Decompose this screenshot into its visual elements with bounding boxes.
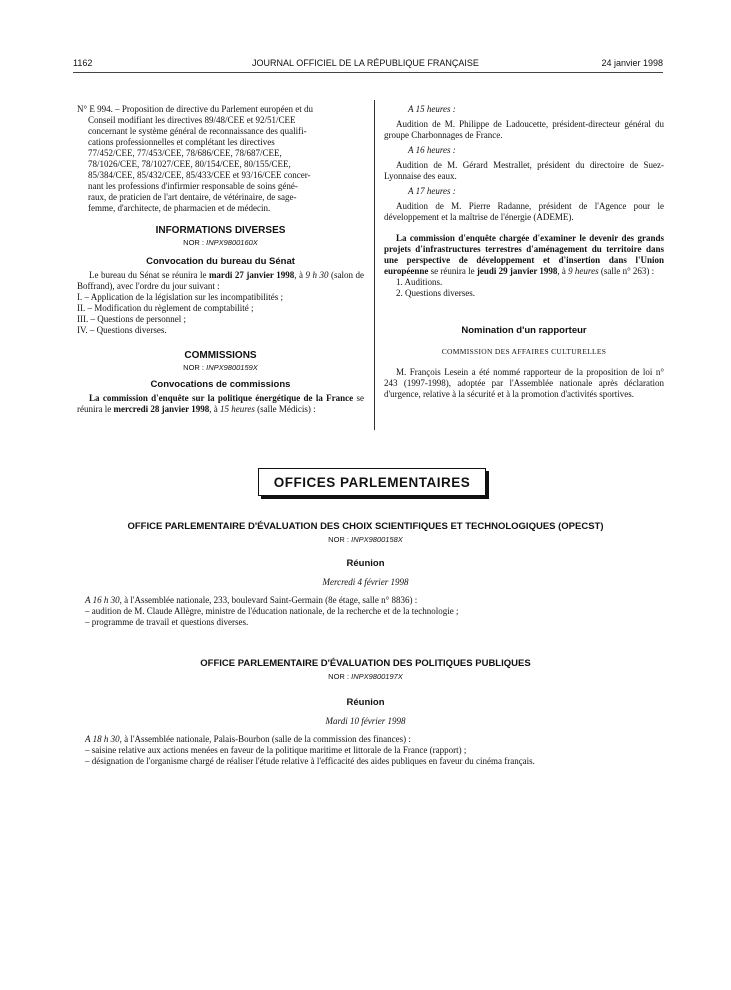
commissions-title: COMMISSIONS xyxy=(184,350,257,361)
opecst-item: – programme de travail et questions diverses. xyxy=(85,617,249,627)
time-16h: A 16 heures : xyxy=(408,145,456,155)
header-rule xyxy=(73,72,663,73)
time-17h: A 17 heures : xyxy=(408,186,456,196)
left-column xyxy=(77,104,364,415)
commission-affaires-culturelles: COMMISSION DES AFFAIRES CULTURELLES xyxy=(441,347,607,356)
opepp-nor: NOR : INPX9800197X xyxy=(328,672,403,681)
opepp-body xyxy=(85,734,647,767)
opecst-item: – audition de M. Claude Allègre, ministre de l'éducation nationale, de la recherche et de la technologie ; xyxy=(85,606,459,616)
header-date: 24 janvier 1998 xyxy=(601,58,663,68)
convocation-text: La commission d'enquête sur la politique énergétique de la France se réunira le mercredi 28 janvier 1998, à 15 heures (salle Médicis) : xyxy=(77,393,364,414)
nomination-text: M. François Lesein a été nommé rapporteur de la proposition de loi n° 243 (1997-1998), adoptée par l'Assemblée nationale après déclaration d'urgence, relative à la sécurité et à la promotion d'activités sportives. xyxy=(384,367,664,399)
audition-16h: Audition de M. Gérard Mestrallet, président du directoire de Suez-Lyonnaise des eaux. xyxy=(384,160,664,181)
opecst-title: OFFICE PARLEMENTAIRE D'ÉVALUATION DES CHOIX SCIENTIFIQUES ET TECHNOLOGIQUES (OPECST) xyxy=(127,521,604,532)
time-15h: A 15 heures : xyxy=(408,104,456,114)
page-number: 1162 xyxy=(73,58,93,68)
senat-item: IV. – Questions diverses. xyxy=(77,325,167,335)
enquete-item: 2. Questions diverses. xyxy=(396,288,475,298)
nomination-title: Nomination d'un rapporteur xyxy=(461,325,587,336)
journal-title: JOURNAL OFFICIEL DE LA RÉPUBLIQUE FRANÇAISE xyxy=(252,58,479,68)
offices-parlementaires-banner: OFFICES PARLEMENTAIRES xyxy=(258,468,486,496)
enquete-item: 1. Auditions. xyxy=(396,277,443,287)
opepp-item: – désignation de l'organisme chargé de réaliser l'étude relative à l'efficacité des aides publiques en faveur du cinéma français. xyxy=(85,756,535,766)
audition-17h: Audition de M. Pierre Radanne, président de l'Agence pour le développement et la maîtrise de l'énergie (ADEME). xyxy=(384,201,664,222)
right-column xyxy=(384,104,664,400)
senat-title: Convocation du bureau du Sénat xyxy=(146,256,295,267)
opecst-date: Mercredi 4 février 1998 xyxy=(322,577,409,587)
info-title: INFORMATIONS DIVERSES xyxy=(155,225,286,236)
senat-item: I. – Application de la législation sur les incompatibilités ; xyxy=(77,292,283,302)
opepp-reunion: Réunion xyxy=(346,697,385,708)
opepp-title: OFFICE PARLEMENTAIRE D'ÉVALUATION DES POLITIQUES PUBLIQUES xyxy=(200,658,531,669)
senat-item: II. – Modification du règlement de comptabilité ; xyxy=(77,303,254,313)
commissions-nor: NOR : INPX9800159X xyxy=(183,363,258,372)
opepp-item: – saisine relative aux actions menées en faveur de la politique maritime et littorale de la France (rapport) ; xyxy=(85,745,467,755)
opecst-nor: NOR : INPX9800158X xyxy=(328,535,403,544)
convocations-title: Convocations de commissions xyxy=(150,379,291,390)
senat-text: Le bureau du Sénat se réunira le mardi 27 janvier 1998, à 9 h 30 (salon de Boffrand), avec l'ordre du jour suivant : xyxy=(77,270,365,291)
column-divider xyxy=(374,100,375,430)
opecst-body xyxy=(85,595,647,628)
info-nor: NOR : INPX9800160X xyxy=(183,238,258,247)
opepp-date: Mardi 10 février 1998 xyxy=(325,716,406,726)
audition-15h: Audition de M. Philippe de Ladoucette, président-directeur général du groupe Charbonnages de France. xyxy=(384,119,664,140)
e994-entry: N° E 994. – Proposition de directive du Parlement européen et du Conseil modifiant les directives 89/48/CEE et 92/51/CEE concernant le système général de reconnaissance des qualifi- cations professionnelles et complétant les directives 77/452/CEE, 77/453/CEE, 78/686/CEE, 78/687/CEE, 78/1026/CEE, 78/1027/CEE, 80/154/CEE, 80/155/CEE, 85/384/CEE, 85/432/CEE, 85/433/CEE et 93/16/CEE concer- nant les professions d'infirmier responsable de soins géné- raux, de praticien de l'art dentaire, de vétérinaire, de sage- femme, d'architecte, de pharmacien et de médecin. xyxy=(77,104,314,213)
opecst-reunion: Réunion xyxy=(346,558,385,569)
opecst-time-place: A 16 h 30, à l'Assemblée nationale, 233, boulevard Saint-Germain (8e étage, salle n° 8836) : xyxy=(85,595,418,605)
enquete-text: La commission d'enquête chargée d'examiner le devenir des grands projets d'infrastructures terrestres d'aménagement du territoire dans une perspective de développement et d'insertion dans l'Union européenne se réunira le jeudi 29 janvier 1998, à 9 heures (salle n° 263) : xyxy=(384,233,664,276)
senat-item: III. – Questions de personnel ; xyxy=(77,314,186,324)
opepp-time-place: A 18 h 30, à l'Assemblée nationale, Palais-Bourbon (salle de la commission des finances) : xyxy=(85,734,411,744)
